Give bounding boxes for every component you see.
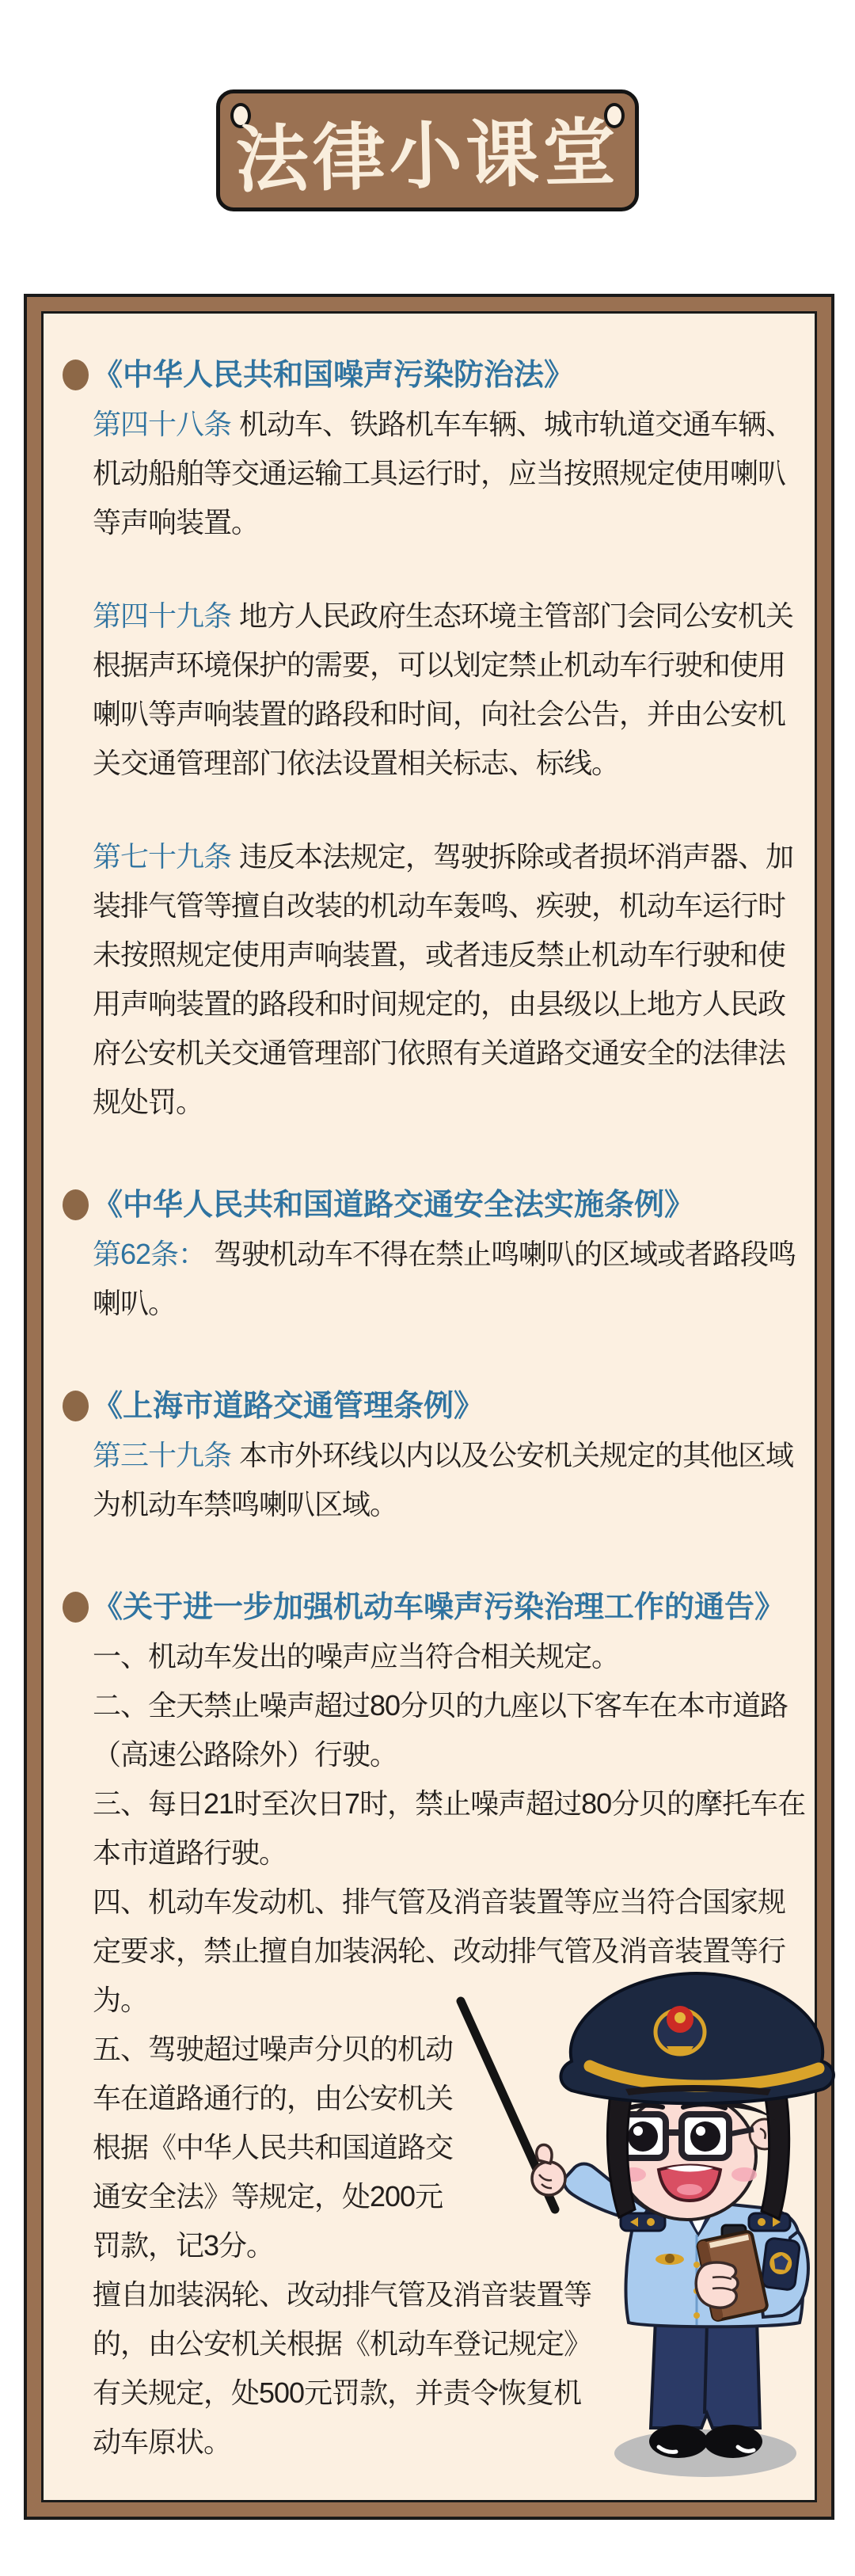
article-label: 第四十八条 bbox=[93, 408, 232, 440]
law-paragraph bbox=[93, 832, 809, 1127]
section-heading bbox=[93, 1382, 809, 1431]
bullet-dot-icon bbox=[63, 1189, 89, 1220]
section-shanghai-traffic-rules bbox=[93, 1382, 809, 1529]
article-text: 本市外环线以内以及公安机关规定的其他区域为机动车禁鸣喇叭区域。 bbox=[93, 1439, 794, 1520]
section-heading-text: 《中华人民共和国道路交通安全法实施条例》 bbox=[93, 1189, 695, 1222]
law-paragraph bbox=[93, 1230, 809, 1328]
notice-item: 三、每日21时至次日7时，禁止噪声超过80分贝的摩托车在本市道路行驶。 bbox=[93, 1787, 806, 1869]
bullet-dot-icon bbox=[63, 1592, 89, 1623]
title-sign bbox=[216, 89, 639, 211]
police-officer-illustration bbox=[443, 1970, 839, 2481]
page-title: 法律小课堂 bbox=[234, 112, 621, 202]
section-heading bbox=[93, 1181, 809, 1230]
law-paragraph bbox=[93, 1431, 809, 1529]
section-heading-text: 《上海市道路交通管理条例》 bbox=[93, 1390, 484, 1423]
section-heading bbox=[93, 351, 809, 400]
article-text: 驾驶机动车不得在禁止鸣喇叭的区域或者路段鸣喇叭。 bbox=[93, 1238, 796, 1319]
notice-item: 二、全天禁止噪声超过80分贝的九座以下客车在本市道路（高速公路除外）行驶。 bbox=[93, 1689, 788, 1771]
notice-item: 五、驾驶超过噪声分贝的机动车在道路通行的，由公安机关根据《中华人民共和国道路交通安全法》等规定，处200元罚款，记3分。 bbox=[93, 2033, 454, 2262]
article-text: 地方人民政府生态环境主管部门会同公安机关根据声环境保护的需要，可以划定禁止机动车行驶和使用喇叭等声响装置的路段和时间，向社会公告，并由公安机关交通管理部门依法设置相关标志、标线。 bbox=[93, 599, 794, 779]
section-noise-pollution-law bbox=[93, 351, 809, 1127]
article-text: 机动车、铁路机车车辆、城市轨道交通车辆、机动船舶等交通运输工具运行时，应当按照规定使用喇叭等声响装置。 bbox=[93, 408, 794, 538]
section-road-safety-regulations bbox=[93, 1181, 809, 1328]
law-paragraph bbox=[93, 592, 809, 788]
section-heading-text: 《中华人民共和国噪声污染防治法》 bbox=[93, 359, 575, 392]
article-label: 第三十九条 bbox=[93, 1439, 232, 1471]
article-text: 违反本法规定，驾驶拆除或者损坏消声器、加装排气管等擅自改装的机动车轰鸣、疾驶，机动车运行时未按照规定使用声响装置，或者违反禁止机动车行驶和使用声响装置的路段和时间规定的，由县级以上地方人民政府公安机关交通管理部门依照有关道路交通安全的法律法规处罚。 bbox=[93, 840, 794, 1118]
section-heading-text: 《关于进一步加强机动车噪声污染治理工作的通告》 bbox=[93, 1591, 785, 1624]
notice-item: 一、机动车发出的噪声应当符合相关规定。 bbox=[93, 1640, 620, 1672]
article-label: 第七十九条 bbox=[93, 840, 232, 873]
section-heading bbox=[93, 1583, 809, 1632]
article-label: 第四十九条 bbox=[93, 599, 232, 632]
bullet-dot-icon bbox=[63, 360, 89, 390]
notice-item: 四、机动车发动机、排气管及消音装置等应当符合国家规定要求，禁止擅自加装涡轮、改动排气管及消音装置等行为。 bbox=[93, 1885, 786, 2016]
article-label: 第62条： bbox=[93, 1238, 207, 1270]
notice-item: 擅自加装涡轮、改动排气管及消音装置等的，由公安机关根据《机动车登记规定》有关规定，处500元罚款，并责令恢复机动车原状。 bbox=[93, 2278, 592, 2458]
law-paragraph bbox=[93, 400, 809, 547]
bullet-dot-icon bbox=[63, 1391, 89, 1421]
